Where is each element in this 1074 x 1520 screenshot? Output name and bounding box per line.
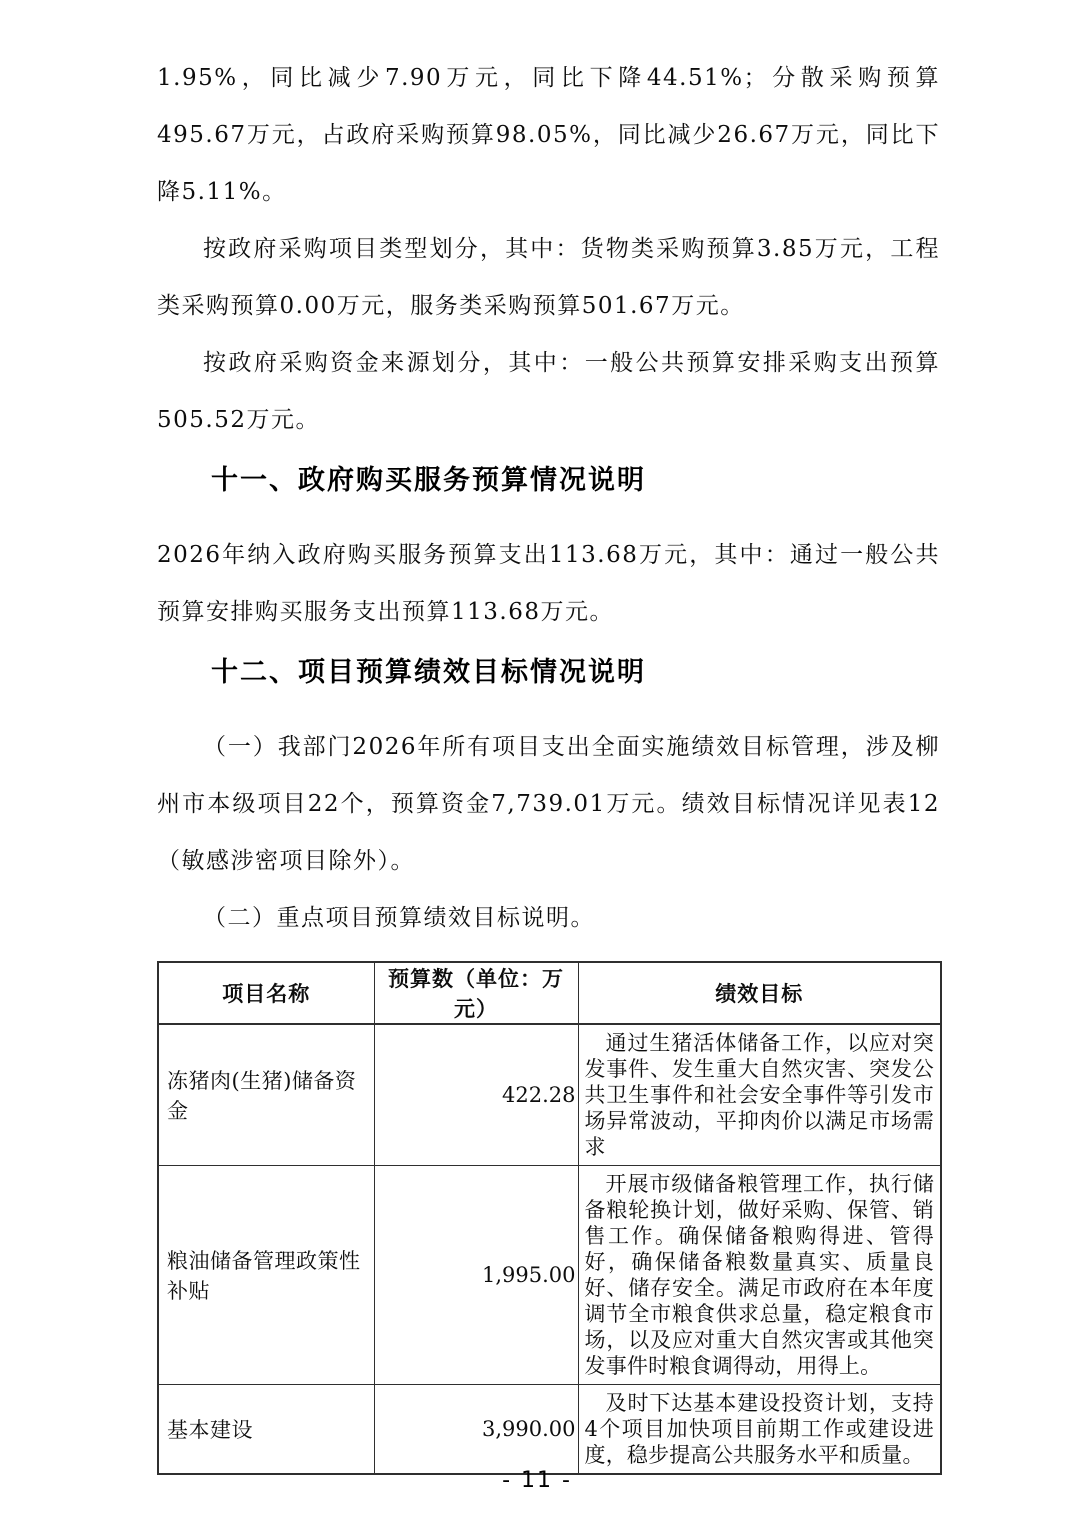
table-header-row <box>158 962 941 1024</box>
document-content <box>157 50 940 1475</box>
page-number: - 11 - <box>502 1468 572 1493</box>
paragraph-procurement-continued: 1.95%，同比减少7.90万元，同比下降44.51%；分散采购预算495.67万元，占政府采购预算98.05%，同比减少26.67万元，同比下降5.11%。 <box>157 65 940 205</box>
column-header-project-name: 项目名称 <box>158 962 374 1024</box>
performance-target-table <box>157 961 942 1475</box>
performance-target-text: 及时下达基本建设投资计划，支持4个项目加快项目前期工作或建设进度，稳步提高公共服务水平和质量。 <box>584 1391 934 1467</box>
column-header-performance-target: 绩效目标 <box>578 962 941 1024</box>
column-header-budget: 预算数（单位：万元） <box>374 962 578 1024</box>
performance-target-cell <box>578 1385 941 1475</box>
paragraph-purchase-services: 2026年纳入政府购买服务预算支出113.68万元，其中：通过一般公共预算安排购买服务支出预算113.68万元。 <box>157 542 940 625</box>
paragraph-procurement-by-source: 按政府采购资金来源划分，其中：一般公共预算安排采购支出预算505.52万元。 <box>157 350 940 433</box>
project-name-cell: 基本建设 <box>158 1385 374 1475</box>
budget-cell: 3,990.00 <box>374 1385 578 1475</box>
table-row <box>158 1385 941 1475</box>
paragraph-performance-overview: （一）我部门2026年所有项目支出全面实施绩效目标管理，涉及柳州市本级项目22个，预算资金7,739.01万元。绩效目标情况详见表12（敏感涉密项目除外）。 <box>157 734 940 874</box>
budget-cell: 422.28 <box>374 1024 578 1166</box>
performance-target-text: 通过生猪活体储备工作，以应对突发事件、发生重大自然灾害、突发公共卫生事件和社会安全事件等引发市场异常波动，平抑肉价以满足市场需求 <box>584 1031 934 1159</box>
paragraph-key-projects-intro: （二）重点项目预算绩效目标说明。 <box>203 905 595 931</box>
project-name-cell: 粮油储备管理政策性补贴 <box>158 1166 374 1385</box>
paragraph-procurement-by-type: 按政府采购项目类型划分，其中：货物类采购预算3.85万元，工程类采购预算0.00万元，服务类采购预算501.67万元。 <box>157 236 940 319</box>
performance-target-cell <box>578 1024 941 1166</box>
table-row <box>158 1024 941 1166</box>
performance-target-cell <box>578 1166 941 1385</box>
section-heading-12: 十二、项目预算绩效目标情况说明 <box>211 657 646 688</box>
table-row <box>158 1166 941 1385</box>
budget-cell: 1,995.00 <box>374 1166 578 1385</box>
project-name-cell: 冻猪肉(生猪)储备资金 <box>158 1024 374 1166</box>
section-heading-11: 十一、政府购买服务预算情况说明 <box>211 465 646 496</box>
performance-target-text: 开展市级储备粮管理工作，执行储备粮轮换计划，做好采购、保管、销售工作。确保储备粮购得进、管得好，确保储备粮数量真实、质量良好、储存安全。满足市政府在本年度调节全市粮食供求总量，稳定粮食市场，以及应对重大自然灾害或其他突发事件时粮食调得动，用得上。 <box>584 1172 934 1378</box>
